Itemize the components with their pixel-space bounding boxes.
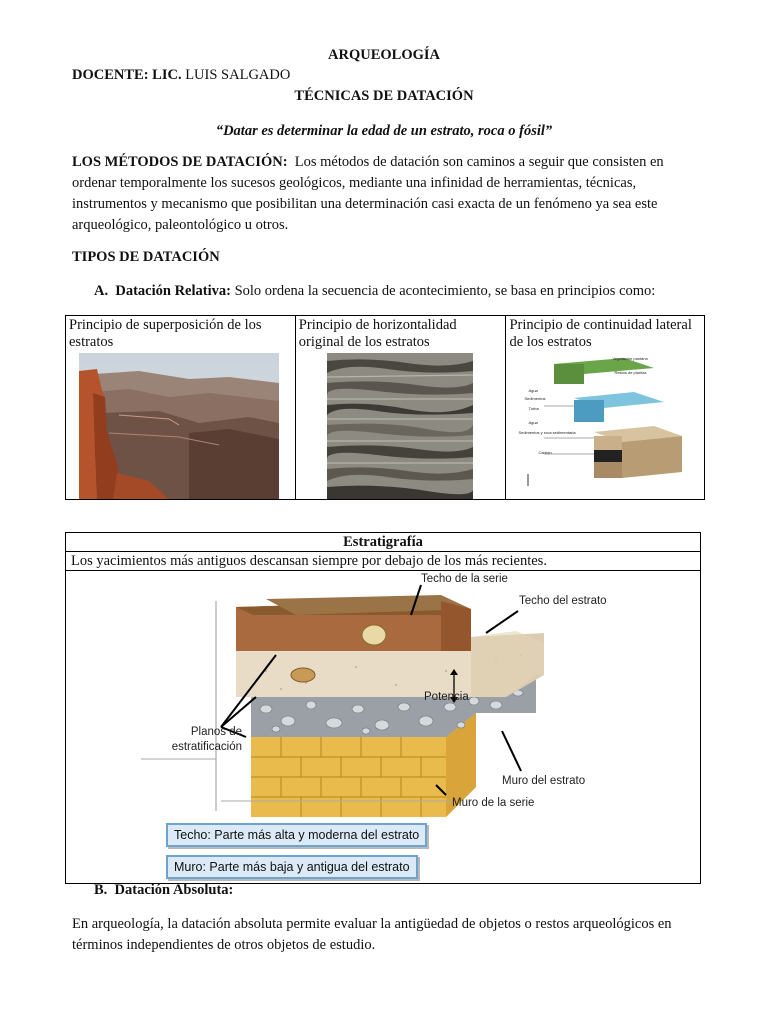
relative-label: Datación Relativa: <box>115 283 231 299</box>
principle-caption: Principio de horizontalidad original de los estratos <box>298 317 457 350</box>
horizontal-strata-photo <box>327 353 473 499</box>
stratigraphy-diagram <box>66 571 700 883</box>
methods-text: Los métodos de datación son caminos a seguir que consisten en ordenar temporalmente los sucesos geológicos, mediante una infinidad de herramientas, técnicas, instrumentos y mecanismo que posibilitan una determinación casi exacta de un fenómeno ya sea este arqueológico, paleontológico u otros. <box>72 154 664 233</box>
principle-cell-continuity <box>506 316 705 500</box>
continuity-label: Turba <box>528 406 539 411</box>
stratigraphy-box <box>65 532 701 884</box>
continuity-label: Sedimentos y roca sedimentaria <box>518 430 576 435</box>
principle-caption: Principio de continuidad lateral de los estratos <box>509 317 692 350</box>
continuity-label: Vegetación pantano <box>612 356 648 361</box>
absolute-line <box>94 882 233 899</box>
continuity-blocks <box>514 354 684 494</box>
quote: “Datar es determinar la edad de un estrato, roca o fósil” <box>215 123 553 139</box>
absolute-label: Datación Absoluta: <box>114 882 234 898</box>
methods-label: LOS MÉTODOS DE DATACIÓN: <box>72 154 288 170</box>
continuity-label: Agua <box>528 388 538 393</box>
relative-text: Solo ordena la secuencia de acontecimiento, se basa en principios como: <box>234 283 656 299</box>
label-series-top: Techo de la serie <box>421 573 508 585</box>
page-title: TÉCNICAS DE DATACIÓN <box>294 88 474 104</box>
subject-title: ARQUEOLOGÍA <box>328 47 440 63</box>
label-series-floor: Muro de la serie <box>452 797 535 809</box>
canyon-photo <box>79 353 279 499</box>
stratigraphy-title: Estratigrafía <box>66 533 700 552</box>
legend-muro: Muro: Parte más baja y antigua del estrato <box>166 855 418 879</box>
absolute-paragraph: En arqueología, la datación absoluta permite evaluar la antigüedad de objetos o restos arqueológicos en términos independientes de otros objetos de estudio. <box>72 916 672 953</box>
teacher-label: DOCENTE: LIC. <box>72 67 182 83</box>
types-heading: TIPOS DE DATACIÓN <box>72 249 220 265</box>
teacher-line <box>72 67 290 84</box>
principle-caption: Principio de superposición de los estratos <box>69 317 262 350</box>
continuity-label: Agua <box>528 420 538 425</box>
continuity-label: Restos de plantas <box>614 370 647 375</box>
principle-cell-horizontality <box>295 316 506 500</box>
continuity-label: Carbón <box>538 450 552 455</box>
label-stratum-top: Techo del estrato <box>519 595 607 607</box>
stratigraphy-statement: Los yacimientos más antiguos descansan siempre por debajo de los más recientes. <box>66 552 700 571</box>
absolute-marker: B. <box>94 882 108 898</box>
principles-table <box>65 315 705 500</box>
principle-cell-superposition <box>66 316 296 500</box>
legend-techo: Techo: Parte más alta y moderna del estrato <box>166 823 427 847</box>
label-thickness: Potencia <box>424 691 469 703</box>
teacher-name: LUIS SALGADO <box>185 67 291 83</box>
methods-paragraph <box>72 152 698 236</box>
relative-line <box>94 283 655 300</box>
relative-marker: A. <box>94 283 109 299</box>
continuity-label: Sedimentos <box>524 396 546 401</box>
continuity-diagram <box>514 354 684 494</box>
label-planes: Planos de estratificación <box>171 726 242 753</box>
label-stratum-floor: Muro del estrato <box>502 775 586 787</box>
